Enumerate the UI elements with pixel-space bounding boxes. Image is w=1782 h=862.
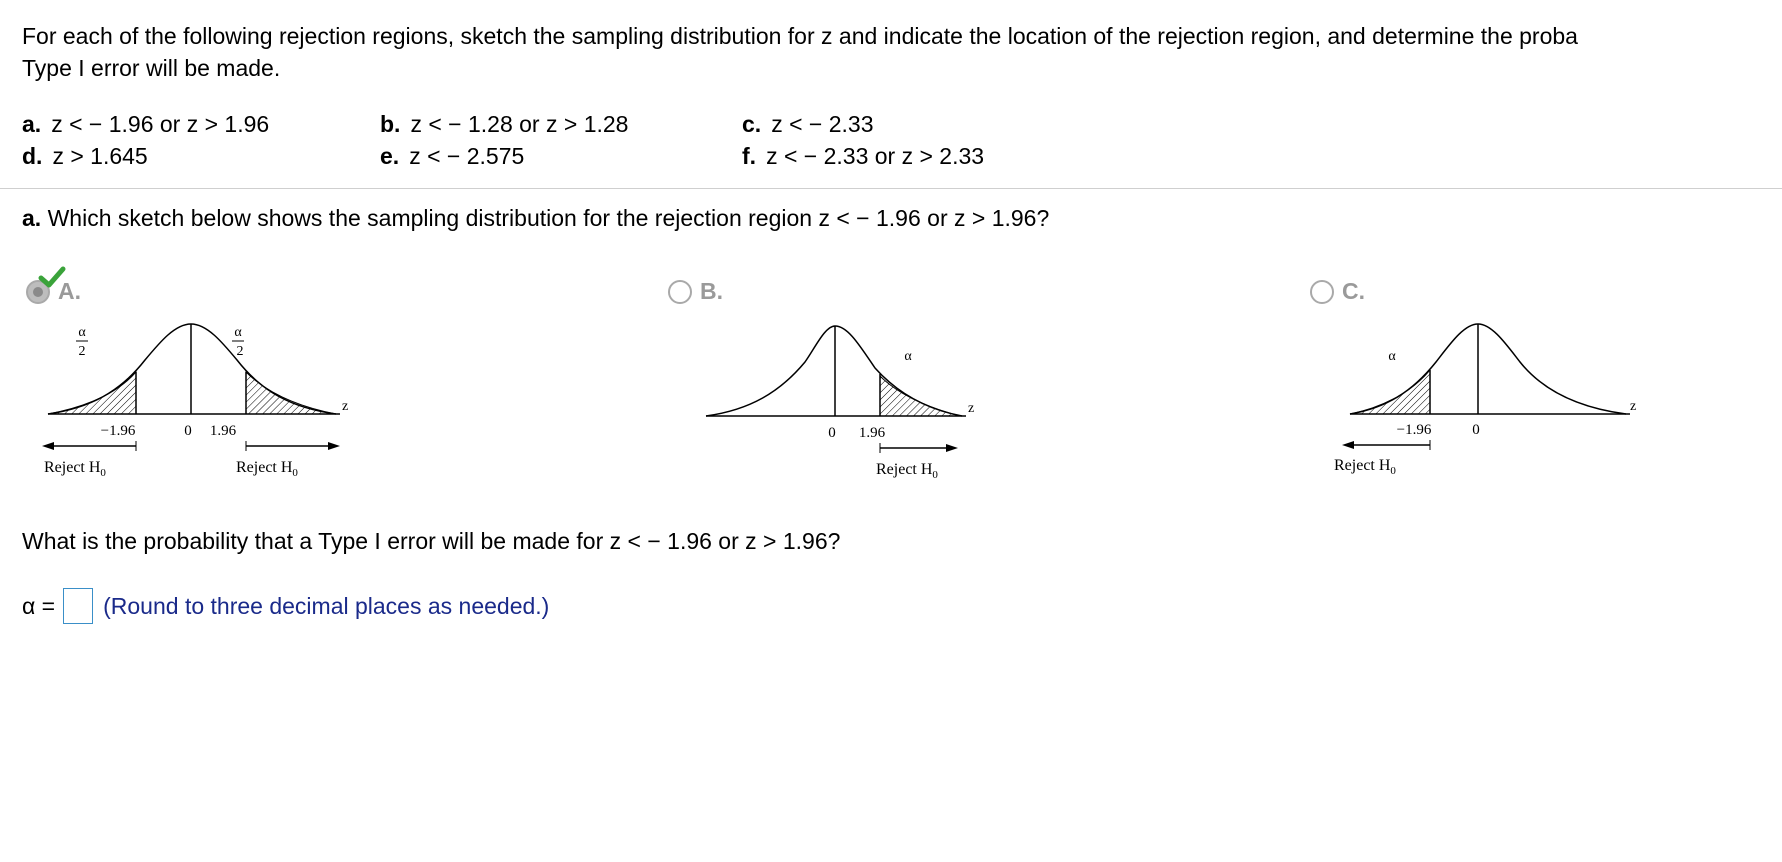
radio-a[interactable] xyxy=(26,280,50,304)
intro-line-1: For each of the following rejection regions, sketch the sampling distribution for z and indicate the location of the rejection region, and determine the proba xyxy=(22,23,1578,49)
alpha-left-denom: 2 xyxy=(78,344,86,359)
sketch-c xyxy=(1330,318,1650,488)
part-d: d. z > 1.645 xyxy=(22,143,148,169)
svg-text:Reject H0 xyxy=(44,459,106,479)
tick-zero: 0 xyxy=(1472,422,1480,438)
question-letter: a. xyxy=(22,205,42,231)
reject-right-sub: 0 xyxy=(292,467,298,479)
part-f: f. z < − 2.33 or z > 2.33 xyxy=(742,143,985,169)
answer-input[interactable] xyxy=(63,588,93,624)
rounding-hint: (Round to three decimal places as needed.) xyxy=(103,592,550,619)
choice-a[interactable] xyxy=(26,278,81,305)
reject: Reject H xyxy=(876,461,933,478)
alpha-right-denom: 2 xyxy=(236,344,244,359)
part-a: a. z < − 1.96 or z > 1.96 xyxy=(22,111,270,137)
svg-text:Reject H0 xyxy=(876,461,938,481)
alpha: α xyxy=(904,349,912,364)
reject: Reject H xyxy=(1334,457,1391,474)
choice-c-label: C. xyxy=(1342,278,1365,304)
part-c: c. z < − 2.33 xyxy=(742,111,874,137)
tick-right: 1.96 xyxy=(858,425,886,441)
checkmark-icon xyxy=(38,266,66,290)
radio-b[interactable] xyxy=(668,280,692,304)
reject-sub: 0 xyxy=(932,469,938,481)
axis-z: z xyxy=(1630,399,1637,414)
question-a xyxy=(22,202,1049,234)
divider xyxy=(0,188,1782,189)
tail-right-shaded xyxy=(246,372,336,414)
tail-right-shaded xyxy=(880,376,960,416)
reject-sub: 0 xyxy=(1390,465,1396,477)
reject-left-sub: 0 xyxy=(100,467,106,479)
svg-text:Reject H0 xyxy=(236,459,298,479)
tail-left-shaded xyxy=(48,372,136,414)
normal-curve xyxy=(706,326,962,416)
sketch-b xyxy=(700,318,980,488)
axis-z: z xyxy=(342,399,349,414)
axis-z: z xyxy=(968,401,975,416)
tick-right: 1.96 xyxy=(209,423,237,439)
reject-left: Reject H xyxy=(44,459,101,476)
part-b: b. z < − 1.28 or z > 1.28 xyxy=(380,111,629,137)
tick-zero: 0 xyxy=(184,423,192,439)
alpha: α xyxy=(1388,349,1396,364)
choice-b-label: B. xyxy=(700,278,723,304)
svg-text:Reject H0 xyxy=(1334,457,1396,477)
part-e: e. z < − 2.575 xyxy=(380,143,525,169)
tick-zero: 0 xyxy=(828,425,836,441)
normal-curve xyxy=(48,324,336,414)
alpha-right: α xyxy=(234,325,242,340)
question-text: Which sketch below shows the sampling distribution for the rejection region z < − 1.96 or z > 1.96? xyxy=(47,205,1050,231)
normal-curve xyxy=(1350,324,1626,414)
tail-left-shaded xyxy=(1350,370,1430,414)
probability-question: What is the probability that a Type I error will be made for z < − 1.96 or z > 1.96? xyxy=(22,528,841,554)
answer-row xyxy=(22,588,549,624)
radio-c[interactable] xyxy=(1310,280,1334,304)
tick-left: −1.96 xyxy=(1396,422,1432,438)
choice-b[interactable] xyxy=(668,278,723,305)
sketch-a xyxy=(40,318,360,488)
alpha-label: α = xyxy=(22,592,56,619)
intro-line-2: Type I error will be made. xyxy=(22,55,281,81)
reject-right: Reject H xyxy=(236,459,293,476)
choice-a-label: A. xyxy=(58,278,81,304)
tick-left: −1.96 xyxy=(100,423,136,439)
choice-c[interactable] xyxy=(1310,278,1365,305)
intro-text xyxy=(22,20,1782,84)
alpha-left: α xyxy=(78,325,86,340)
